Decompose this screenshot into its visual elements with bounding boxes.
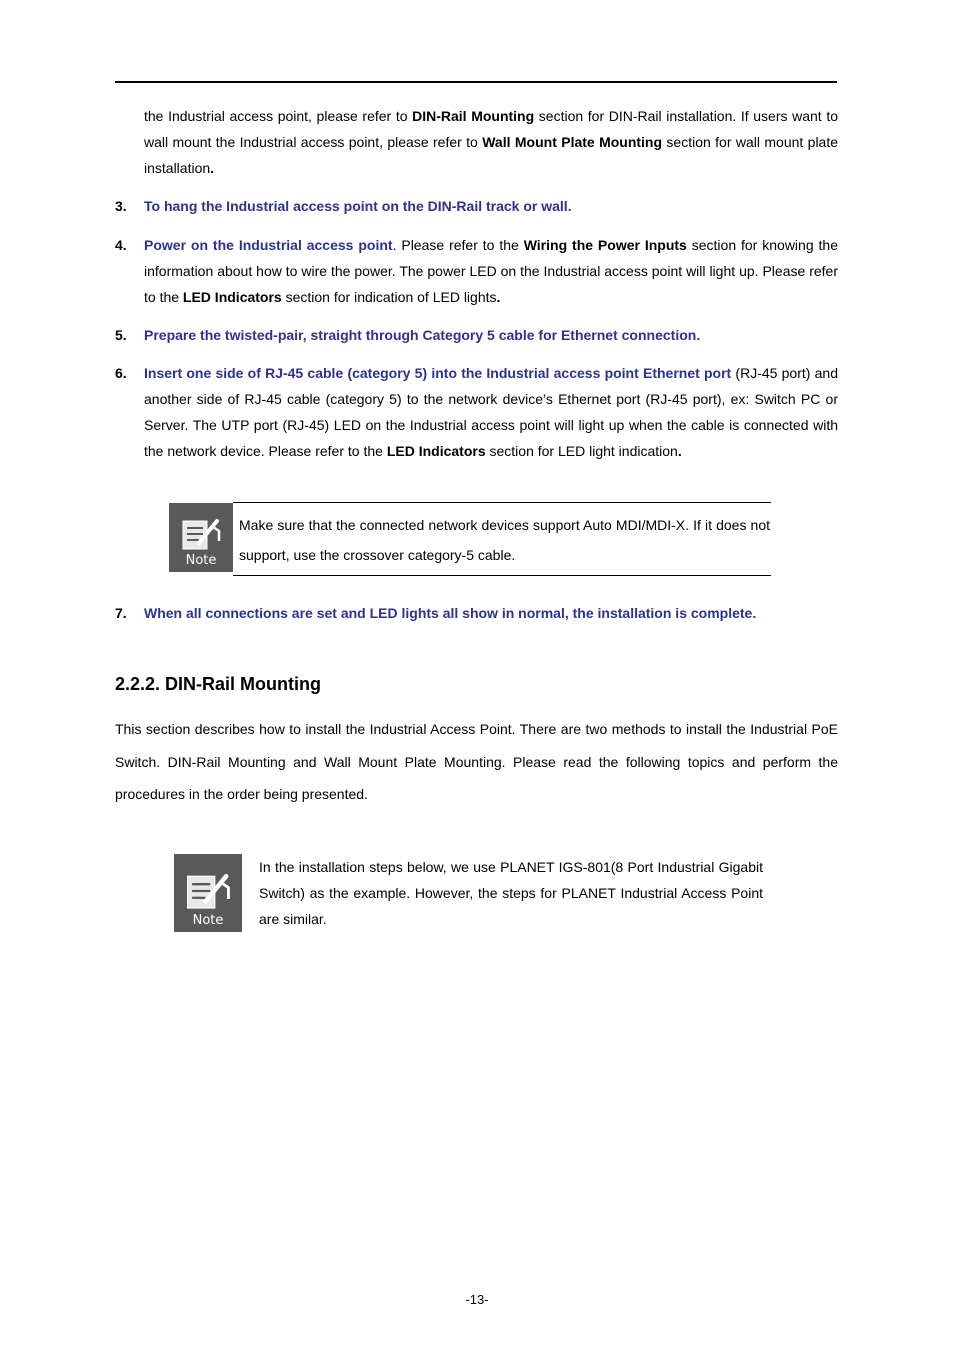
section-heading: 2.2.2. DIN-Rail Mounting: [115, 674, 322, 694]
note-icon-2: [174, 854, 242, 932]
note-text: Make sure that the connected network devices support Auto MDI/MDI-X. If it does not support, use the crossover category-5 cable.: [239, 517, 770, 563]
section-body: This section describes how to install the Industrial Access Point. There are two methods to install the Industrial PoE Switch. DIN-Rail Mounting and Wall Mount Plate Mounting. Please read the following topics and perform the procedures in the order being presented.: [115, 721, 838, 802]
step-7-number: 7.: [115, 605, 127, 621]
step-7-text: When all connections are set and LED lights all show in normal, the installation is complete.: [144, 605, 757, 621]
note-icon-label: Note: [185, 553, 217, 568]
step-5-number: 5.: [115, 327, 127, 343]
note-icon: [169, 503, 233, 572]
pen-paper-icon-2: [183, 869, 233, 913]
step-4-text: Power on the Industrial access point. Please refer to the Wiring the Power Inputs section for knowing the information about how to wire the power. The power LED on the Industrial access point will light up. Please refer to the LED Indicators section for indication of LED lights.: [144, 237, 838, 305]
intro-paragraph: the Industrial access point, please refer to DIN-Rail Mounting section for DIN-Rail installation. If users want to wall mount the Industrial access point, please refer to Wall Mount Plate Mounting section for wall mount plate installation.: [144, 108, 839, 176]
step-3-text: To hang the Industrial access point on the DIN-Rail track or wall.: [144, 198, 572, 214]
page-number: -13-: [465, 1292, 489, 1307]
note-2-text: In the installation steps below, we use PLANET IGS-801(8 Port Industrial Gigabit Switch) as the example. However, the steps for PLANET Industrial Access Point are similar.: [259, 859, 763, 927]
step-3-number: 3.: [115, 198, 127, 214]
note-icon-2-label: Note: [192, 913, 224, 928]
step-6-text: Insert one side of RJ-45 cable (category 5) into the Industrial access point Ethernet port (RJ-45 port) and another side of RJ-45 cable (category 5) to the network device’s Ethernet port (RJ-45 port), ex: Switch PC or Server. The UTP port (RJ-45) LED on the Industrial access point will light up when the cable is connected with the network device. Please refer to the LED Indicators section for LED light indication.: [144, 365, 838, 459]
step-5-text: Prepare the twisted-pair, straight through Category 5 cable for Ethernet connection.: [144, 327, 701, 343]
step-4-number: 4.: [115, 237, 127, 253]
pen-paper-icon: [179, 515, 223, 553]
step-6-number: 6.: [115, 365, 127, 381]
header-rule: [115, 81, 837, 83]
